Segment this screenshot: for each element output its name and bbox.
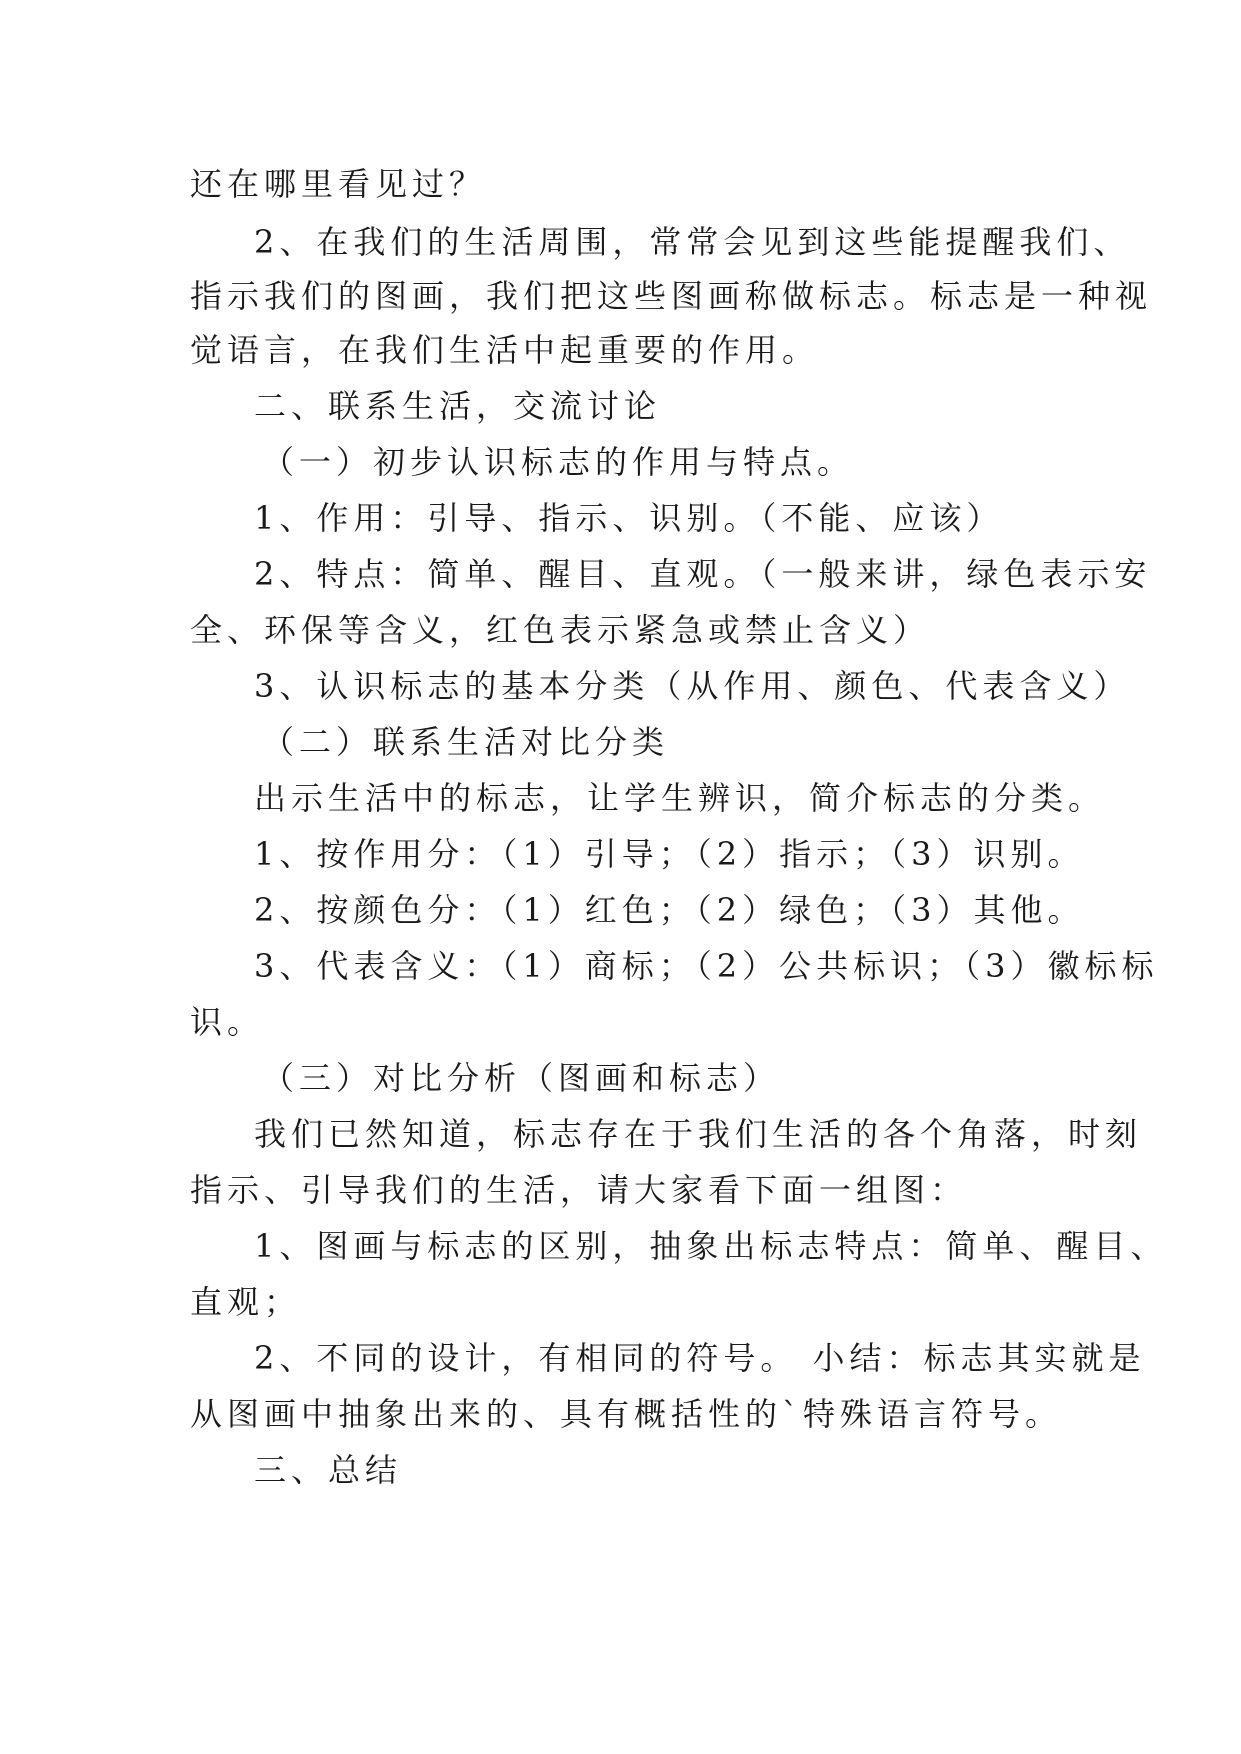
text-line: 我们已然知道，标志存在于我们生活的各个角落，时刻 [254, 1115, 1143, 1153]
text-line: 2、不同的设计，有相同的符号。 小结：标志其实就是 [254, 1339, 1146, 1377]
text-line: 3、认识标志的基本分类（从作用、颜色、代表含义） [254, 667, 1131, 705]
subsection-heading: （二）联系生活对比分类 [262, 723, 670, 761]
text-line: 2、按颜色分：（1）红色；（2）绿色；（3）其他。 [254, 891, 1085, 929]
text-line: 全、环保等含义，红色表示紧急或禁止含义） [190, 611, 931, 649]
text-line: 识。 [190, 1003, 265, 1041]
text-line: 1、图画与标志的区别，抽象出标志特点：简单、醒目、 [254, 1227, 1168, 1265]
text-line: 2、在我们的生活周围，常常会见到这些能提醒我们、 [254, 223, 1131, 261]
text-line: 从图画中抽象出来的、具有概括性的`特殊语言符号。 [190, 1395, 1063, 1433]
text-line: 还在哪里看见过？ [190, 165, 487, 203]
text-line: 1、按作用分：（1）引导；（2）指示；（3）识别。 [254, 835, 1085, 873]
section-heading: 三、总结 [254, 1451, 403, 1489]
text-line: 出示生活中的标志，让学生辨识，简介标志的分类。 [254, 779, 1106, 817]
subsection-heading: （三）对比分析（图画和标志） [262, 1059, 781, 1097]
text-line: 2、特点：简单、醒目、直观。（一般来讲，绿色表示安 [254, 555, 1152, 593]
text-line: 1、作用：引导、指示、识别。（不能、应该） [254, 499, 1004, 537]
text-line: 觉语言，在我们生活中起重要的作用。 [190, 331, 820, 369]
section-heading: 二、联系生活，交流讨论 [254, 387, 662, 425]
text-line: 3、代表含义：（1）商标；（2）公共标识；（3）徽标标 [254, 947, 1159, 985]
text-line: 直观； [190, 1283, 302, 1321]
text-line: 指示、引导我们的生活，请大家看下面一组图： [190, 1171, 968, 1209]
subsection-heading: （一）初步认识标志的作用与特点。 [262, 443, 855, 481]
text-line: 指示我们的图画，我们把这些图画称做标志。标志是一种视 [190, 277, 1153, 315]
